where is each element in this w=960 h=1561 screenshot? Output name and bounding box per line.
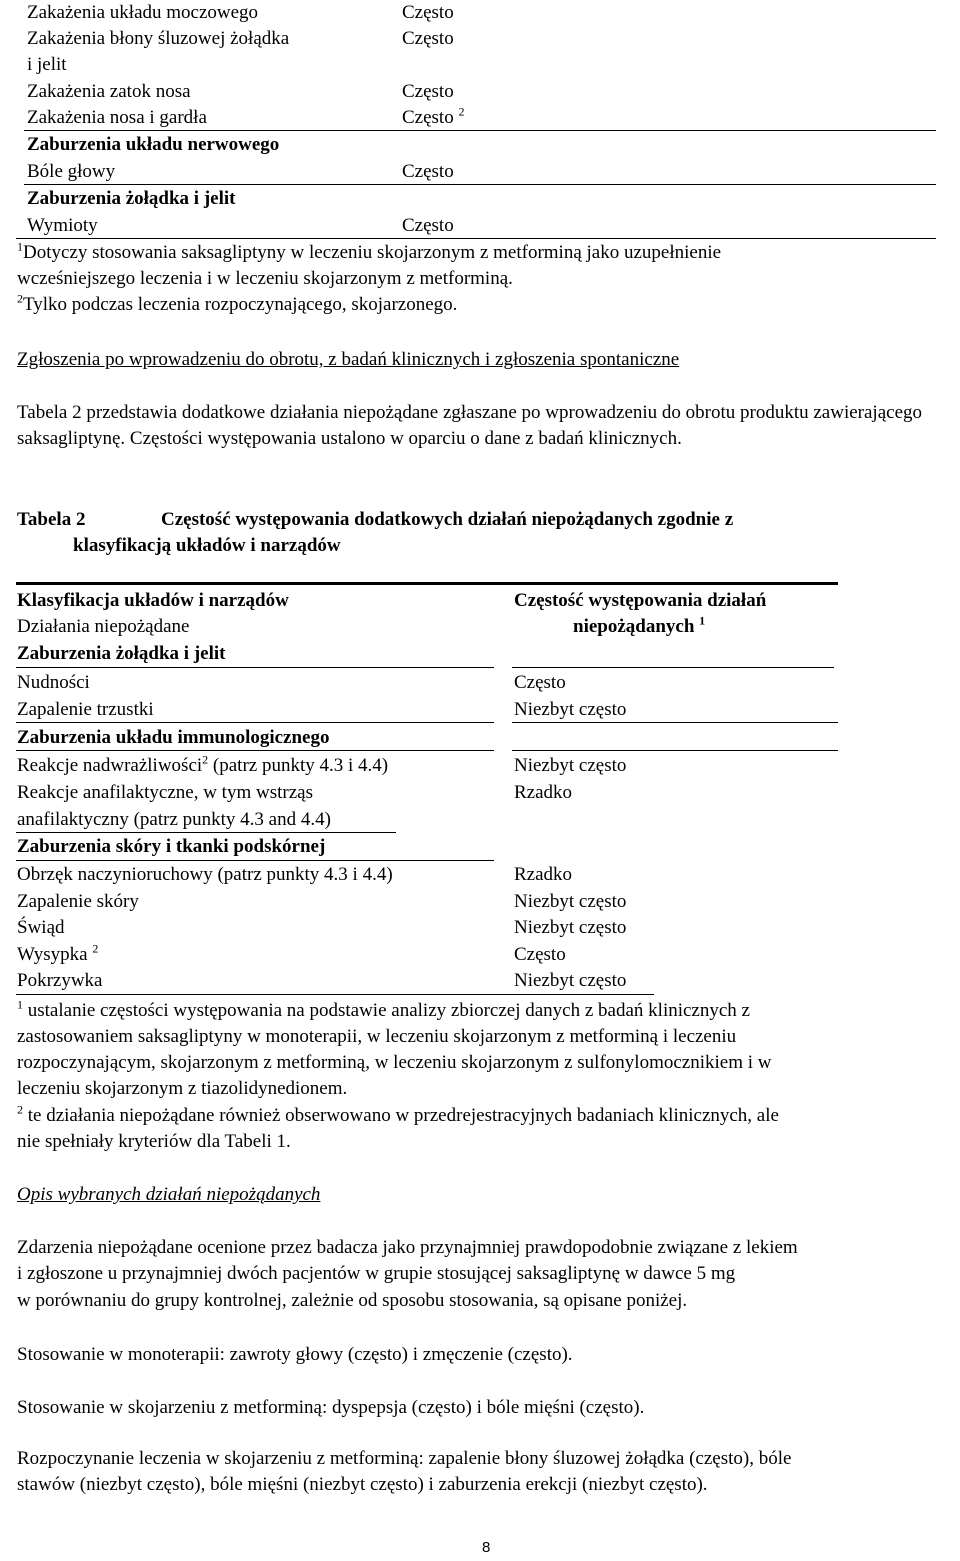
- t1-footnote-1-l2: wcześniejszego leczenia i w leczeniu skojarzonym z metforminą.: [17, 268, 513, 289]
- t2-angioedema-freq: Rzadko: [514, 864, 573, 885]
- t2-nausea-label: Nudności: [17, 672, 90, 693]
- t2-rash-label: Wysypka $^2$: [17, 941, 99, 965]
- t1-row-nasoph-freq: Często $^2$: [402, 104, 465, 128]
- table-rule: [16, 238, 936, 239]
- table2-top-rule: [16, 582, 838, 585]
- t2-anaphyl-label-l1: Reakcje anafilaktyczne, w tym wstrząs: [17, 782, 313, 803]
- table-rule: [16, 860, 494, 861]
- table-rule: [16, 832, 396, 833]
- para1-l1: Zdarzenia niepożądane ocenione przez badacza jako przynajmniej prawdopodobnie związane z lekiem: [17, 1237, 798, 1258]
- t2-header-left-l1: Klasyfikacja układów i narządów: [17, 590, 289, 611]
- t1-section-gi: Zaburzenia żołądka i jelit: [27, 188, 236, 209]
- t2-pancreatitis-freq: Niezbyt często: [514, 699, 627, 720]
- table-rule: [16, 750, 494, 751]
- t2-hypersens-freq: Niezbyt często: [514, 755, 627, 776]
- t2-header-right-l1: Częstość występowania działań: [514, 590, 767, 611]
- t2-header-right-l2: niepożądanych $^1$: [573, 613, 706, 637]
- t2-anaphyl-label-l2: anafilaktyczny (patrz punkty 4.3 and 4.4): [17, 809, 331, 830]
- selected-heading: Opis wybranych działań niepożądanych: [17, 1184, 321, 1205]
- t2-section-skin: Zaburzenia skóry i tkanki podskórnej: [17, 836, 326, 857]
- t2-dermatitis-label: Zapalenie skóry: [17, 891, 139, 912]
- t2-dermatitis-freq: Niezbyt często: [514, 891, 627, 912]
- t2-pruritus-freq: Niezbyt często: [514, 917, 627, 938]
- para4-l2: stawów (niezbyt często), bóle mięśni (niezbyt często) i zaburzenia erekcji (niezbyt często).: [17, 1474, 708, 1495]
- t1-row-vomit-label: Wymioty: [27, 215, 98, 236]
- t2-footnote-2-l1: $^2$ te działania niepożądane również obserwowano w przedrejestracyjnych badaniach klinicznych, ale: [17, 1102, 779, 1126]
- t2-section-immune: Zaburzenia układu immunologicznego: [17, 727, 330, 748]
- t1-section-nervous: Zaburzenia układu nerwowego: [27, 134, 280, 155]
- t2-footnote-1-l4: leczeniu skojarzonym z tiazolidynedionem.: [17, 1078, 348, 1099]
- table-rule: [16, 994, 654, 995]
- intro-paragraph: Tabela 2 przedstawia dodatkowe działania niepożądane zgłaszane po wprowadzeniu do obrotu produktu zawierającego saksagliptynę. Częstości występowania ustalono w oparciu o dane z badań klinicznych.: [17, 402, 923, 449]
- table-rule: [16, 667, 494, 668]
- t1-row-sinus-freq: Często: [402, 81, 454, 102]
- section-heading: Zgłoszenia po wprowadzeniu do obrotu, z badań klinicznych i zgłoszenia spontaniczne: [17, 349, 680, 370]
- t1-row-nasoph-label: Zakażenia nosa i gardła: [27, 107, 207, 128]
- table-rule: [16, 722, 494, 723]
- t2-nausea-freq: Często: [514, 672, 566, 693]
- t2-hypersens-label: Reakcje nadwrażliwości$^2$ (patrz punkty 4.3 i 4.4): [17, 752, 389, 776]
- t1-row-headache-label: Bóle głowy: [27, 161, 116, 182]
- t1-footnote-1-l1: $^1$Dotyczy stosowania saksagliptyny w leczeniu skojarzonym z metforminą jako uzupełnienie: [17, 239, 722, 263]
- t2-footnote-1-l3: rozpoczynającym, skojarzonym z metforminą, w leczeniu skojarzonym z sulfonylomocznikiem i w: [17, 1052, 772, 1073]
- table-rule: [512, 750, 838, 751]
- t1-row-gi-inf-label-l1: Zakażenia błony śluzowej żołądka: [27, 28, 290, 49]
- t2-footnote-1-l1: $^1$ ustalanie częstości występowania na podstawie analizy zbiorczej danych z badań klinicznych z: [17, 997, 750, 1021]
- para4-l1: Rozpoczynanie leczenia w skojarzeniu z metforminą: zapalenie błony śluzowej żołądka (często), bóle: [17, 1448, 792, 1469]
- t1-footnote-2: $^2$Tylko podczas leczenia rozpoczynającego, skojarzonego.: [17, 291, 458, 315]
- para2: Stosowanie w monoterapii: zawroty głowy (często) i zmęczenie (często).: [17, 1344, 573, 1365]
- t2-anaphyl-freq: Rzadko: [514, 782, 573, 803]
- t2-header-left-l2: Działania niepożądane: [17, 616, 190, 637]
- t2-urticaria-freq: Niezbyt często: [514, 970, 627, 991]
- table-rule: [512, 667, 834, 668]
- table-rule: [512, 722, 838, 723]
- t2-footnote-2-l2: nie spełniały kryteriów dla Tabeli 1.: [17, 1131, 291, 1152]
- t1-row-vomit-freq: Często: [402, 215, 454, 236]
- t2-rash-freq: Często: [514, 944, 566, 965]
- t1-row-sinus-label: Zakażenia zatok nosa: [27, 81, 191, 102]
- t1-row-headache-freq: Często: [402, 161, 454, 182]
- t1-row-gi-inf-label-l2: i jelit: [27, 54, 67, 75]
- t1-row-uti-label: Zakażenia układu moczowego: [27, 2, 259, 23]
- table-rule: [24, 184, 936, 185]
- t2-urticaria-label: Pokrzywka: [17, 970, 103, 991]
- t1-row-gi-inf-freq: Często: [402, 28, 454, 49]
- t2-section-gi: Zaburzenia żołądka i jelit: [17, 643, 226, 664]
- table-rule: [24, 130, 936, 131]
- para1-l3: w porównaniu do grupy kontrolnej, zależnie od sposobu stosowania, są opisane poniżej.: [17, 1290, 688, 1311]
- t2-pancreatitis-label: Zapalenie trzustki: [17, 699, 154, 720]
- t1-row-uti-freq: Często: [402, 2, 454, 23]
- t2-pruritus-label: Świąd: [17, 917, 65, 938]
- table2-title-l2: klasyfikacją układów i narządów: [73, 535, 341, 556]
- table2-title-l1: Częstość występowania dodatkowych działań niepożądanych zgodnie z: [161, 509, 734, 530]
- para3: Stosowanie w skojarzeniu z metforminą: dyspepsja (często) i bóle mięśni (często).: [17, 1397, 645, 1418]
- page-number: 8: [482, 1539, 491, 1556]
- t2-footnote-1-l2: zastosowaniem saksagliptyny w monoterapii, w leczeniu skojarzonym z metforminą i leczeniu: [17, 1026, 737, 1047]
- t2-angioedema-label: Obrzęk naczynioruchowy (patrz punkty 4.3 i 4.4): [17, 864, 393, 885]
- para1-l2: i zgłoszone u przynajmniej dwóch pacjentów w grupie stosującej saksagliptynę w dawce 5 mg: [17, 1263, 736, 1284]
- table2-label: Tabela 2: [17, 509, 86, 530]
